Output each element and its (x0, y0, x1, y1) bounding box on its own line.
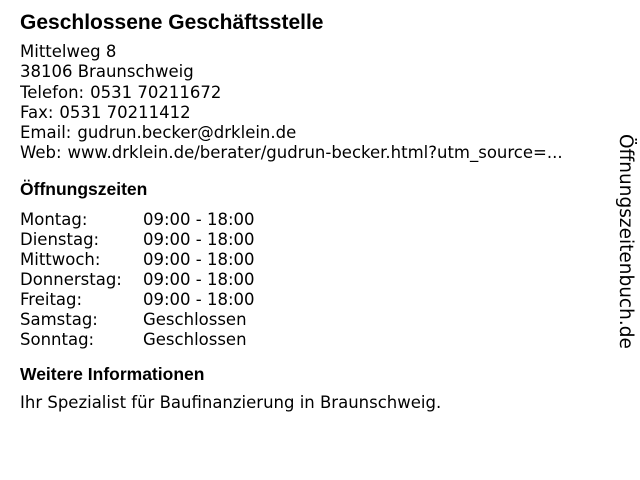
day-label: Sonntag: (20, 329, 95, 349)
brand-watermark: Öffnungszeitenbuch.de (615, 134, 636, 349)
phone-link[interactable]: 0531 70211672 (90, 82, 222, 102)
web-line (20, 143, 600, 163)
day-label: Freitag: (20, 289, 83, 309)
hours-value: 09:00 - 18:00 (143, 289, 255, 309)
day-label: Montag: (20, 209, 88, 229)
hours-row (20, 330, 600, 350)
fax-value: 0531 70211412 (59, 102, 191, 122)
hours-value: 09:00 - 18:00 (143, 229, 255, 249)
opening-hours-table (20, 210, 600, 350)
address-block (20, 42, 600, 164)
hours-row (20, 310, 600, 330)
hours-value: Geschlossen (143, 329, 247, 349)
page-title: Geschlossene Geschäftsstelle (20, 11, 324, 34)
email-link[interactable]: gudrun.becker@drklein.de (77, 123, 297, 143)
street: Mittelweg 8 (20, 42, 117, 61)
hours-row (20, 250, 600, 270)
more-info-heading: Weitere Informationen (20, 363, 205, 384)
hours-row (20, 210, 600, 230)
web-label: Web: (20, 143, 62, 163)
day-label: Donnerstag: (20, 269, 122, 289)
email-label: Email: (20, 123, 72, 143)
hours-value: 09:00 - 18:00 (143, 269, 255, 289)
hours-row (20, 290, 600, 310)
more-info-text: Ihr Spezialist für Baufinanzierung in Braunschweig. (20, 392, 442, 412)
hours-row (20, 230, 600, 250)
email-line (20, 123, 600, 143)
opening-hours-heading: Öffnungszeiten (20, 178, 148, 199)
hours-value: Geschlossen (143, 309, 247, 329)
fax-line (20, 103, 600, 123)
hours-row (20, 270, 600, 290)
city: 38106 Braunschweig (20, 62, 194, 82)
phone-line (20, 83, 600, 103)
web-link[interactable]: www.drklein.de/berater/gudrun-becker.html?utm_source=... (67, 143, 563, 163)
day-label: Samstag: (20, 309, 98, 329)
phone-label: Telefon: (20, 82, 85, 102)
fax-label: Fax: (20, 102, 54, 122)
day-label: Dienstag: (20, 229, 100, 249)
hours-value: 09:00 - 18:00 (143, 249, 255, 269)
hours-value: 09:00 - 18:00 (143, 209, 255, 229)
business-card (20, 8, 600, 413)
day-label: Mittwoch: (20, 249, 101, 269)
